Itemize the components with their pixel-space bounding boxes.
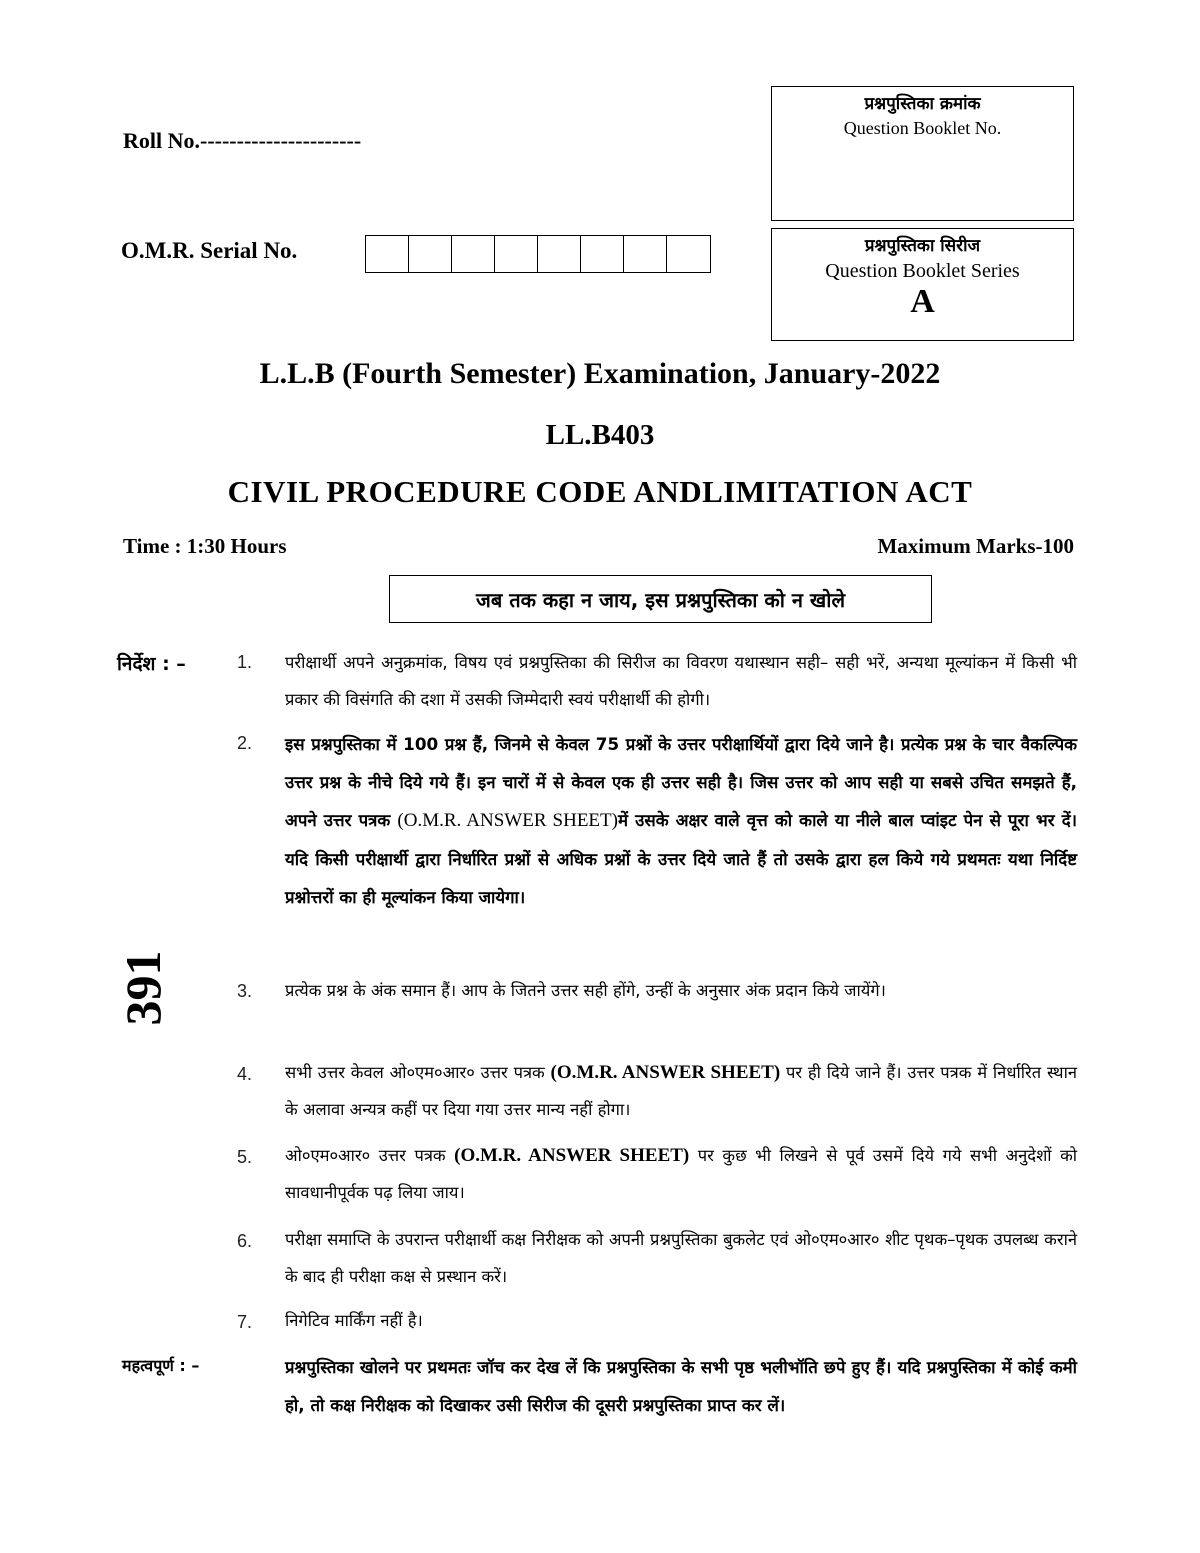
omr-serial-box [495, 236, 538, 272]
instruction-text: परीक्षार्थी अपने अनुक्रमांक, विषय एवं प्रश्नपुस्तिका की सिरीज का विवरण यथास्थान सही– सही भरें, अन्यथा मूल्यांकन में किसी भी प्रकार की विसंगति की दशा में उसकी जिम्मेदारी स्वयं परीक्षार्थी की होगी। [285, 653, 1077, 709]
omr-answer-sheet-text: (O.M.R. ANSWER SHEET) [550, 1062, 781, 1083]
omr-answer-sheet-text: (O.M.R. ANSWER SHEET) [454, 1145, 690, 1166]
instruction-number: 1. [237, 652, 253, 672]
important-heading: महत्वपूर्ण : – [122, 1356, 200, 1375]
instruction-number: 7. [237, 1312, 253, 1332]
instruction-number: 3. [237, 981, 253, 1001]
omr-serial-label: O.M.R. Serial No. [121, 238, 298, 263]
instruction-text-part: ओ०एम०आर० उत्तर पत्रक [285, 1146, 446, 1165]
instruction-text: प्रत्येक प्रश्न के अंक समान हैं। आप के जितने उत्तर सही होंगे, उन्हीं के अनुसार अंक प्रदान किये जायेंगे। [285, 981, 886, 1000]
exam-title: L.L.B (Fourth Semester) Examination, January-2022 [259, 357, 941, 390]
instruction-text-part: सभी उत्तर केवल ओ०एम०आर० उत्तर पत्रक [285, 1063, 545, 1082]
subject-title: CIVIL PROCEDURE CODE ANDLIMITATION ACT [227, 474, 973, 509]
instruction-text: परीक्षा समाप्ति के उपरान्त परीक्षार्थी कक्ष निरीक्षक को अपनी प्रश्नपुस्तिका बुकलेट एवं ओ०एम०आर० शीट पृथक–पृथक उपलब्ध कराने के बाद ही परीक्षा कक्ष से प्रस्थान करें। [285, 1230, 1077, 1286]
omr-answer-sheet-text: (O.M.R. ANSWER SHEET) [397, 810, 618, 831]
instruction-text [285, 1055, 1077, 1128]
omr-serial-box [624, 236, 667, 272]
omr-serial-box [366, 236, 409, 272]
instruction-text-part: इस प्रश्नपुस्तिका में 100 प्रश्न हैं, जिनमे से केवल 75 प्रश्नों के उत्तर परीक्षार्थियों द्वारा दिये जाने है। प्रत्येक प्रश्न के चार वैकल्पिक उत्तर प्रश्न के नीचे दिये गये हैं। इन चारों में से केवल एक ही उत्तर सही है। जिस उत्तर को आप सही या सबसे उचित समझते हैं, अपने उत्तर पत्रक [285, 734, 1077, 830]
maximum-marks: Maximum Marks-100 [877, 534, 1074, 558]
omr-serial-box [667, 236, 710, 272]
instruction-number: 5. [237, 1147, 253, 1167]
booklet-number-hindi-label: प्रश्नपुस्तिका क्रमांक [864, 94, 981, 114]
important-note-text: प्रश्नपुस्तिका खोलने पर प्रथमतः जॉच कर देख लें कि प्रश्नपुस्तिका के सभी पृष्ठ भलीभॉति छपे हुए हैं। यदि प्रश्नपुस्तिका में कोई कमी हो, तो कक्ष निरीक्षक को दिखाकर उसी सिरीज की दूसरी प्रश्नपुस्तिका प्राप्त कर लें। [285, 1357, 1077, 1415]
omr-serial-box [409, 236, 452, 272]
paper-code: LL.B403 [545, 419, 655, 451]
instruction-number: 6. [237, 1231, 253, 1251]
omr-serial-box [581, 236, 624, 272]
do-not-open-warning-box [389, 575, 932, 623]
do-not-open-warning-text: जब तक कहा न जाय, इस प्रश्नपुस्तिका को न खोले [475, 587, 846, 612]
omr-serial-box [538, 236, 581, 272]
time-allowed: Time : 1:30 Hours [123, 534, 287, 558]
booklet-series-hindi-label: प्रश्नपुस्तिका सिरीज [864, 236, 981, 256]
instruction-text-part: में उसके अक्षर वाले वृत्त को काले या नीले बाल प्वांइट पेन से पूरा भर दें। यदि किसी परीक्षार्थी द्वारा निर्धारित प्रश्नों से अधिक प्रश्नों के उत्तर दिये जाते हैं तो उसके द्वारा हल किये गये प्रथमतः यथा निर्दिष्ट प्रश्नोत्तरों का ही मूल्यांकन किया जायेगा। [285, 810, 1077, 907]
instruction-text [285, 725, 1077, 916]
roll-number-field: Roll No.---------------------- [123, 128, 362, 153]
instruction-number: 4. [237, 1064, 253, 1084]
instructions-heading: निर्देश : – [117, 653, 186, 675]
booklet-number-english-label: Question Booklet No. [843, 118, 1002, 138]
booklet-series-english-label: Question Booklet Series [825, 260, 1020, 282]
instruction-number: 2. [237, 733, 253, 753]
instruction-text [285, 1138, 1077, 1211]
instruction-text: निगेटिव मार्किंग नहीं है। [285, 1311, 423, 1330]
question-booklet-series-box [771, 228, 1074, 341]
question-booklet-number-box [771, 86, 1074, 221]
instruction-text-part: पर कुछ भी लिखने से पूर्व उसमें दिये गये सभी अनुदेशों को सावधानीपूर्वक पढ़ लिया जाय। [285, 1146, 1078, 1202]
omr-serial-box [452, 236, 495, 272]
side-serial-number: 391 [115, 950, 171, 1026]
instruction-text-part: पर ही दिये जाने हैं। उत्तर पत्रक में निर्धारित स्थान के अलावा अन्यत्र कहीं पर दिया गया उत्तर मान्य नहीं होगा। [285, 1063, 1078, 1119]
booklet-series-value: A [910, 283, 935, 320]
omr-serial-boxes [365, 235, 711, 273]
